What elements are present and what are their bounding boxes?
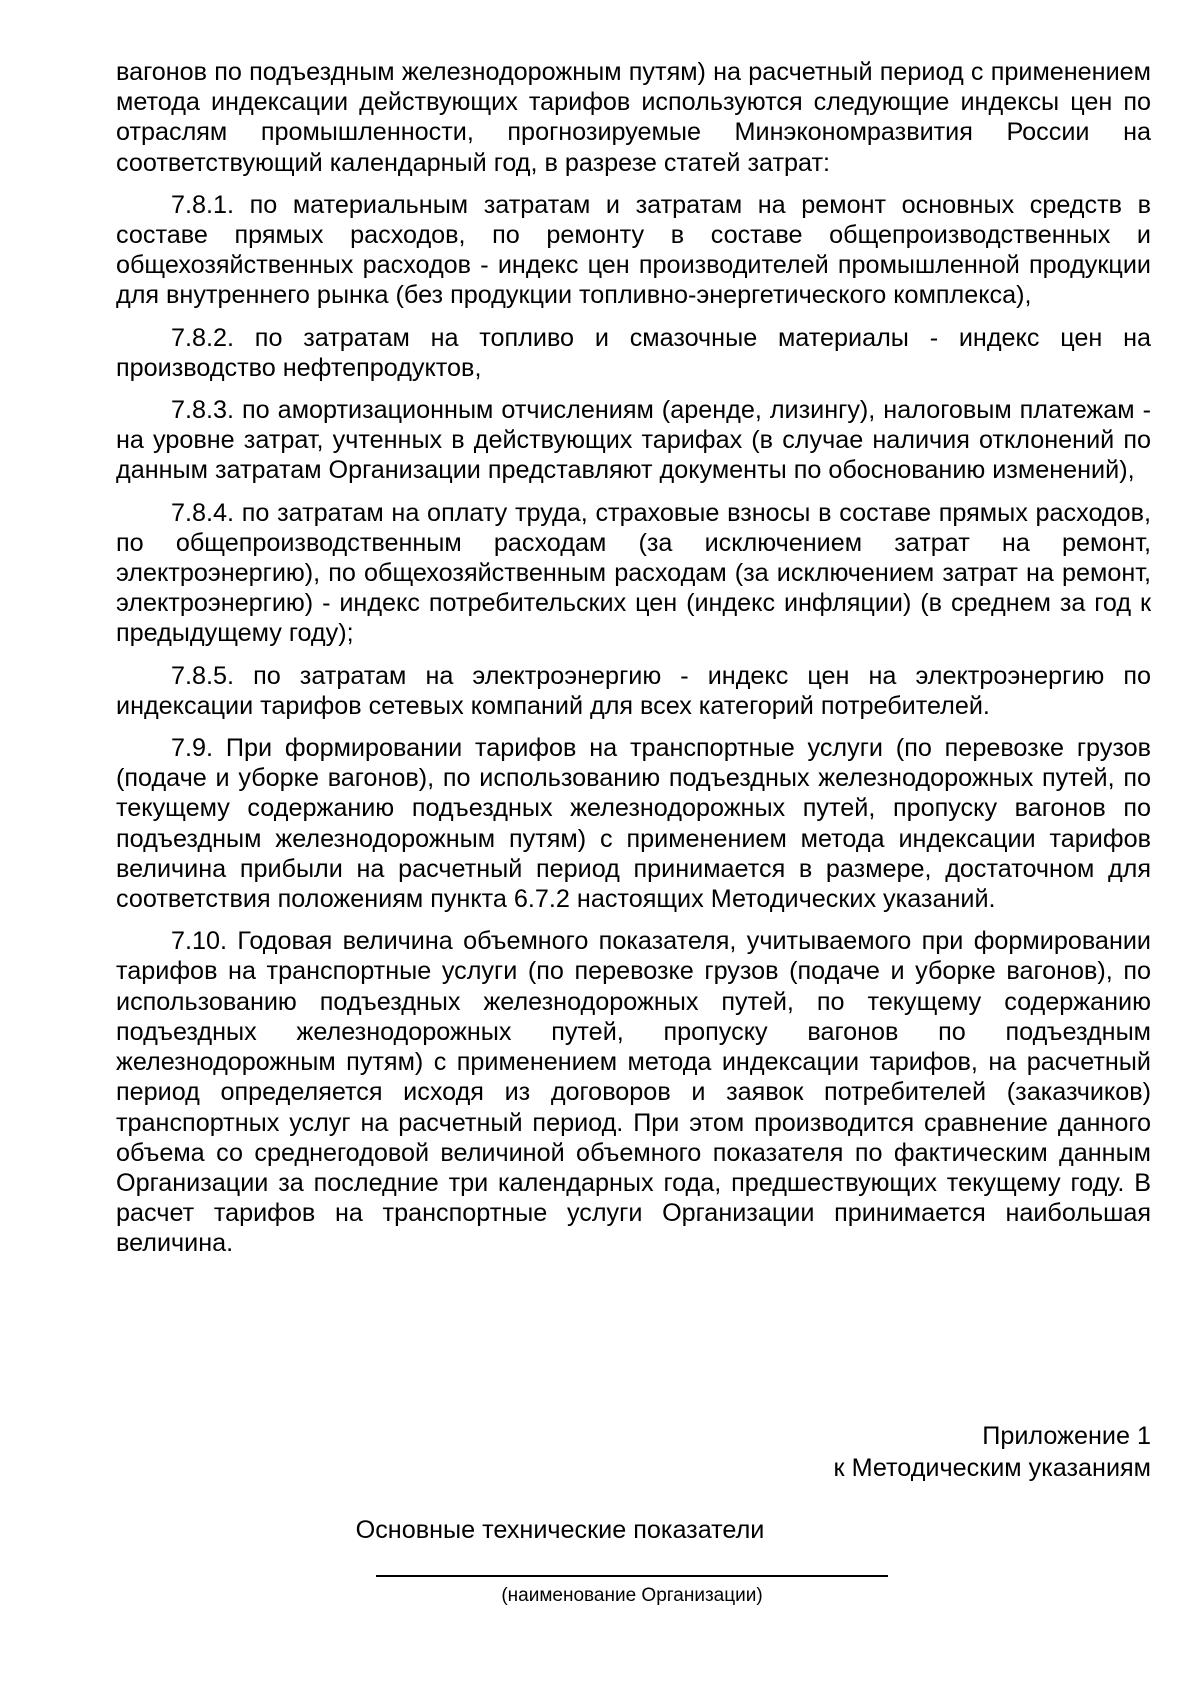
organization-name-line (376, 1575, 888, 1577)
document-body (116, 57, 1151, 1271)
paragraph-7-8-4: 7.8.4. по затратам на оплату труда, страховые взносы в составе прямых расходов, по общепроизводственным расходам (за исключением затрат на ремонт, электроэнергию), по общехозяйственным расходам (за исключением затрат на ремонт, электроэнергию) - индекс потребительских цен (индекс инфляции) (в среднем за год к предыдущему году); (116, 498, 1151, 648)
appendix-title: Основные технические показатели (355, 1516, 765, 1544)
organization-name-caption: (наименование Организации) (501, 1585, 763, 1606)
paragraph-7-8-2: 7.8.2. по затратам на топливо и смазочные материалы - индекс цен на производство нефтепродуктов, (116, 323, 1151, 382)
appendix-label (834, 1420, 1151, 1484)
paragraph-7-8-1: 7.8.1. по материальным затратам и затратам на ремонт основных средств в составе прямых расходов, по ремонту в составе общепроизводственных и общехозяйственных расходов - индекс цен производителей промышленной продукции для внутреннего рынка (без продукции топливно-энергетического комплекса), (116, 190, 1151, 310)
paragraph-7-8-5: 7.8.5. по затратам на электроэнергию - индекс цен на электроэнергию по индексации тарифов сетевых компаний для всех категорий потребителей. (116, 661, 1151, 720)
paragraph-continuation: вагонов по подъездным железнодорожным путям) на расчетный период с применением метода индексации действующих тарифов используются следующие индексы цен по отраслям промышленности, прогнозируемые Минэкономразвития России на соответствующий календарный год, в разрезе статей затрат: (116, 58, 1151, 177)
paragraph-7-9: 7.9. При формировании тарифов на транспортные услуги (по перевозке грузов (подаче и уборке вагонов), по использованию подъездных железнодорожных путей, по текущему содержанию подъездных железнодорожных путей, пропуску вагонов по подъездным железнодорожным путям) с применением метода индексации тарифов величина прибыли на расчетный период принимается в размере, достаточном для соответствия положениям пункта 6.7.2 настоящих Методических указаний. (116, 734, 1151, 914)
paragraph-7-8-3: 7.8.3. по амортизационным отчислениям (аренде, лизингу), налоговым платежам - на уровне затрат, учтенных в действующих тарифах (в случае наличия отклонений по данным затратам Организации представляют документы по обоснованию изменений), (116, 396, 1151, 485)
appendix-reference: к Методическим указаниям (833, 1454, 1151, 1482)
appendix-number: Приложение 1 (982, 1422, 1151, 1450)
paragraph-7-10: 7.10. Годовая величина объемного показателя, учитываемого при формировании тарифов на транспортные услуги (по перевозке грузов (подаче и уборке вагонов), по использованию подъездных железнодорожных путей, по текущему содержанию подъездных железнодорожных путей, пропуску вагонов по подъездным железнодорожным путям) с применением метода индексации тарифов, на расчетный период определяется исходя из договоров и заявок потребителей (заказчиков) транспортных услуг на расчетный период. При этом производится сравнение данного объема со среднегодовой величиной объемного показателя по фактическим данным Организации за последние три календарных года, предшествующих текущему году. В расчет тарифов на транспортные услуги Организации принимается наибольшая величина. (116, 927, 1151, 1258)
